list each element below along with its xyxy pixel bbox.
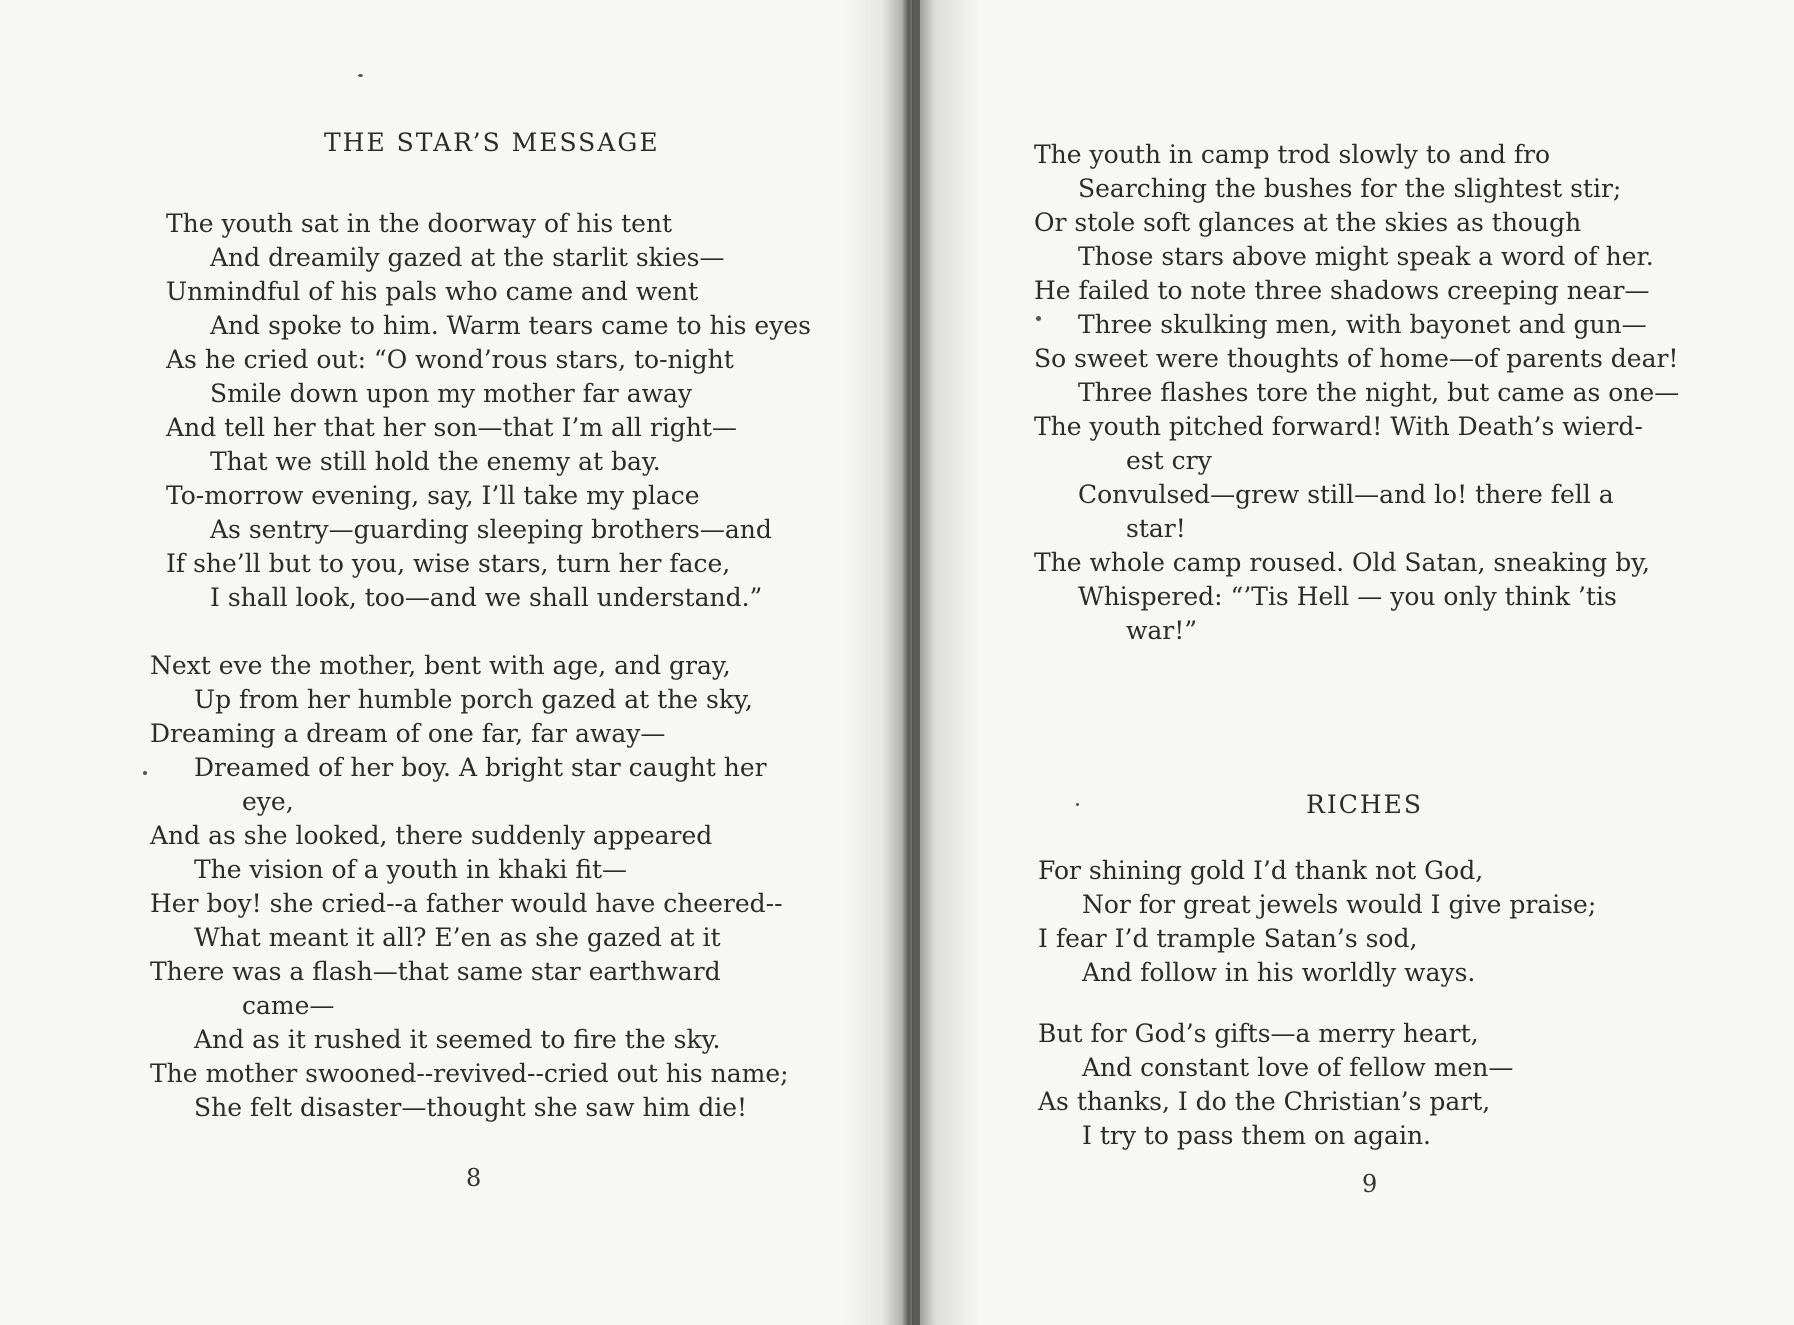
poem-line: The youth in camp trod slowly to and fro — [1034, 140, 1551, 169]
poem-line: As thanks, I do the Christian’s part, — [1038, 1087, 1491, 1116]
poem-line: I fear I’d trample Satan’s sod, — [1038, 924, 1418, 953]
poem-line: Unmindful of his pals who came and went — [166, 277, 699, 306]
poem-line: eye, — [242, 787, 294, 816]
print-speck — [1036, 316, 1041, 321]
poem-line: As he cried out: “O wond’rous stars, to-night — [166, 345, 734, 374]
poem-line: The whole camp roused. Old Satan, sneaking by, — [1034, 548, 1650, 577]
poem-line: And constant love of fellow men— — [1082, 1053, 1514, 1082]
poem-line: Searching the bushes for the slightest stir; — [1078, 174, 1622, 203]
poem-line: Dreaming a dream of one far, far away— — [150, 719, 666, 748]
poem-line: And as she looked, there suddenly appeared — [150, 821, 713, 850]
poem-stanza — [166, 207, 811, 615]
poem-line: Dreamed of her boy. A bright star caught her — [194, 753, 767, 782]
poem-line: Up from her humble porch gazed at the sky, — [194, 685, 753, 714]
poem-line: Those stars above might speak a word of her. — [1078, 242, 1654, 271]
poem-line: He failed to note three shadows creeping near— — [1034, 276, 1650, 305]
poem-line: So sweet were thoughts of home—of parents dear! — [1034, 344, 1679, 373]
poem-line: The vision of a youth in khaki fit— — [194, 855, 628, 884]
poem-line: But for God’s gifts—a merry heart, — [1038, 1019, 1479, 1048]
poem-line: And as it rushed it seemed to fire the sky. — [194, 1025, 721, 1054]
right-page — [1030, 0, 1730, 1325]
poem-line: Three flashes tore the night, but came as one— — [1078, 378, 1680, 407]
poem-line: For shining gold I’d thank not God, — [1038, 856, 1484, 885]
poem-line: And spoke to him. Warm tears came to his eyes — [210, 311, 811, 340]
page-number: 8 — [466, 1164, 482, 1192]
poem-line: came— — [242, 991, 335, 1020]
poem-line: To-morrow evening, say, I’ll take my place — [166, 481, 700, 510]
poem-line: Next eve the mother, bent with age, and gray, — [150, 651, 731, 680]
book-binding — [912, 0, 920, 1325]
poem-line: war!” — [1126, 616, 1198, 645]
print-speck — [1076, 803, 1079, 806]
poem-line: And dreamily gazed at the starlit skies— — [210, 243, 725, 272]
poem-line: Nor for great jewels would I give praise; — [1082, 890, 1597, 919]
poem-line: There was a flash—that same star earthward — [150, 957, 721, 986]
poem-line: Or stole soft glances at the skies as though — [1034, 208, 1582, 237]
poem-line: Her boy! she cried--a father would have cheered-- — [150, 889, 783, 918]
poem-line: What meant it all? E’en as she gazed at it — [194, 923, 721, 952]
poem-stanza — [1038, 1017, 1513, 1153]
poem-line: The mother swooned--revived--cried out his name; — [150, 1059, 789, 1088]
poem-line: I shall look, too—and we shall understand.” — [210, 583, 763, 612]
poem-line: Whispered: “’Tis Hell — you only think ’tis — [1078, 582, 1617, 611]
poem-line: Smile down upon my mother far away — [210, 379, 693, 408]
poem-line: star! — [1126, 514, 1186, 543]
poem-line: est cry — [1126, 446, 1212, 475]
print-speck — [358, 74, 363, 77]
poem-stanza — [1034, 138, 1679, 648]
poem-title-riches: RICHES — [1306, 790, 1424, 819]
poem-line: She felt disaster—thought she saw him die! — [194, 1093, 748, 1122]
poem-line: As sentry—guarding sleeping brothers—and — [210, 515, 772, 544]
left-page — [130, 0, 850, 1325]
poem-line: The youth pitched forward! With Death’s wierd- — [1034, 412, 1643, 441]
poem-title-stars-message: THE STAR’S MESSAGE — [324, 128, 660, 157]
print-speck — [143, 771, 147, 775]
poem-stanza — [150, 649, 789, 1125]
poem-line: I try to pass them on again. — [1082, 1121, 1431, 1150]
poem-stanza — [1038, 854, 1596, 990]
poem-line: And follow in his worldly ways. — [1082, 958, 1476, 987]
poem-line: That we still hold the enemy at bay. — [210, 447, 661, 476]
poem-line: If she’ll but to you, wise stars, turn her face, — [166, 549, 731, 578]
book-gutter-shadow — [840, 0, 980, 1325]
poem-line: And tell her that her son—that I’m all right— — [166, 413, 737, 442]
page-number: 9 — [1362, 1170, 1378, 1198]
poem-line: Three skulking men, with bayonet and gun— — [1078, 310, 1647, 339]
poem-line: Convulsed—grew still—and lo! there fell a — [1078, 480, 1614, 509]
poem-line: The youth sat in the doorway of his tent — [166, 209, 673, 238]
